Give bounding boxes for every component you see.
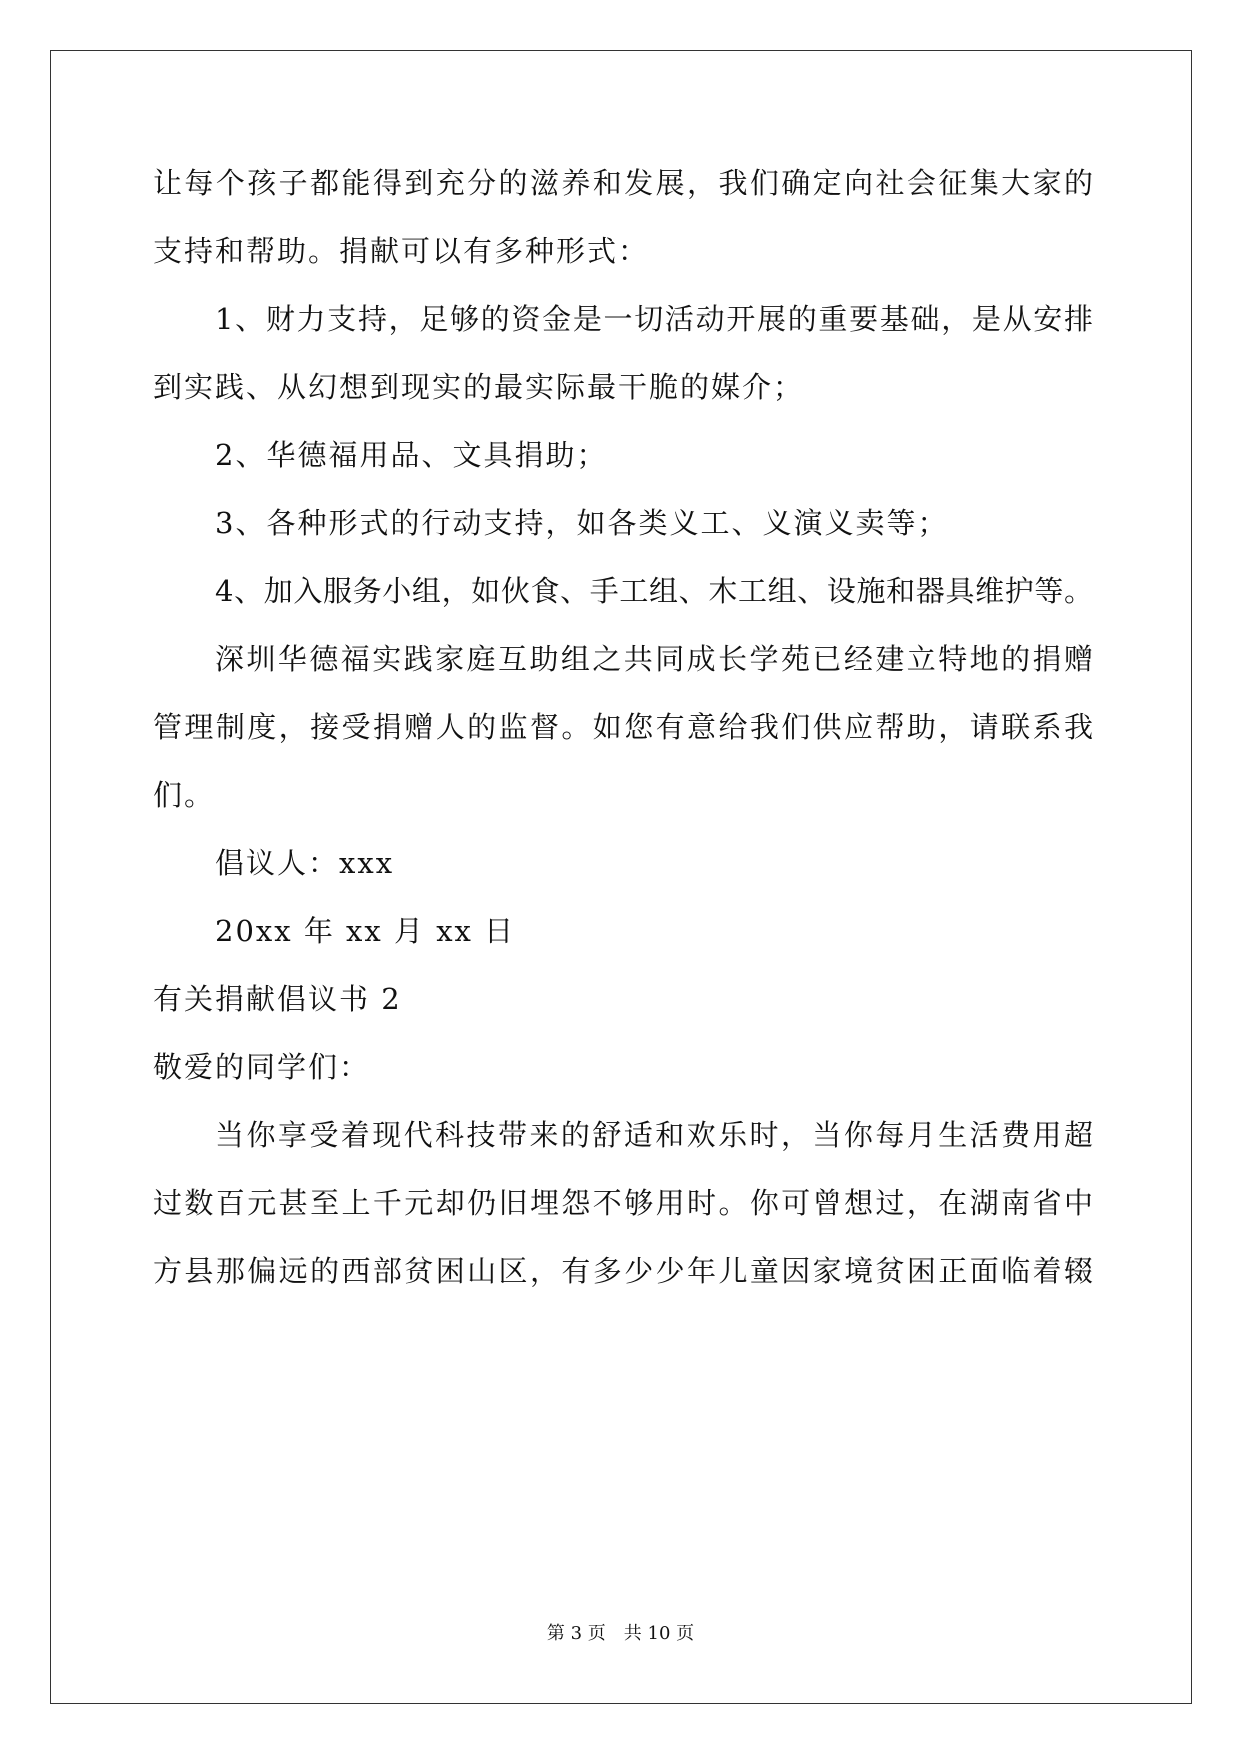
paragraph-line: 过数百元甚至上千元却仍旧埋怨不够用时。你可曾想过，在湖南省中 bbox=[153, 1186, 1093, 1220]
paragraph-line: 深圳华德福实践家庭互助组之共同成长学苑已经建立特地的捐赠 bbox=[215, 642, 1093, 676]
paragraph-line: 们。 bbox=[153, 778, 216, 812]
list-item-1: 1、财力支持，足够的资金是一切活动开展的重要基础，是从安排 bbox=[215, 302, 1093, 336]
list-item-4: 4、加入服务小组，如伙食、手工组、木工组、设施和器具维护等。 bbox=[215, 574, 1093, 608]
paragraph-line: 让每个孩子都能得到充分的滋养和发展，我们确定向社会征集大家的 bbox=[153, 166, 1093, 200]
paragraph-line: 当你享受着现代科技带来的舒适和欢乐时，当你每月生活费用超 bbox=[215, 1118, 1093, 1152]
section-title: 有关捐献倡议书 2 bbox=[153, 982, 402, 1016]
paragraph-line: 到实践、从幻想到现实的最实际最干脆的媒介； bbox=[153, 370, 805, 404]
page-total: 共 10 页 bbox=[623, 1623, 695, 1644]
paragraph-line: 方县那偏远的西部贫困山区，有多少少年儿童因家境贫困正面临着辍 bbox=[153, 1254, 1093, 1288]
initiator-line: 倡议人：xxx bbox=[215, 846, 395, 880]
list-item-3: 3、各种形式的行动支持，如各类义工、义演义卖等； bbox=[215, 506, 949, 540]
list-item-2: 2、华德福用品、文具捐助； bbox=[215, 438, 608, 472]
paragraph-line: 支持和帮助。捐献可以有多种形式： bbox=[153, 234, 650, 268]
page-number: 第 3 页 bbox=[546, 1623, 606, 1644]
page-footer bbox=[0, 1622, 1241, 1646]
paragraph-line: 管理制度，接受捐赠人的监督。如您有意给我们供应帮助，请联系我 bbox=[153, 710, 1093, 744]
salutation: 敬爱的同学们： bbox=[153, 1050, 371, 1084]
date-line: 20xx 年 xx 月 xx 日 bbox=[215, 914, 516, 948]
